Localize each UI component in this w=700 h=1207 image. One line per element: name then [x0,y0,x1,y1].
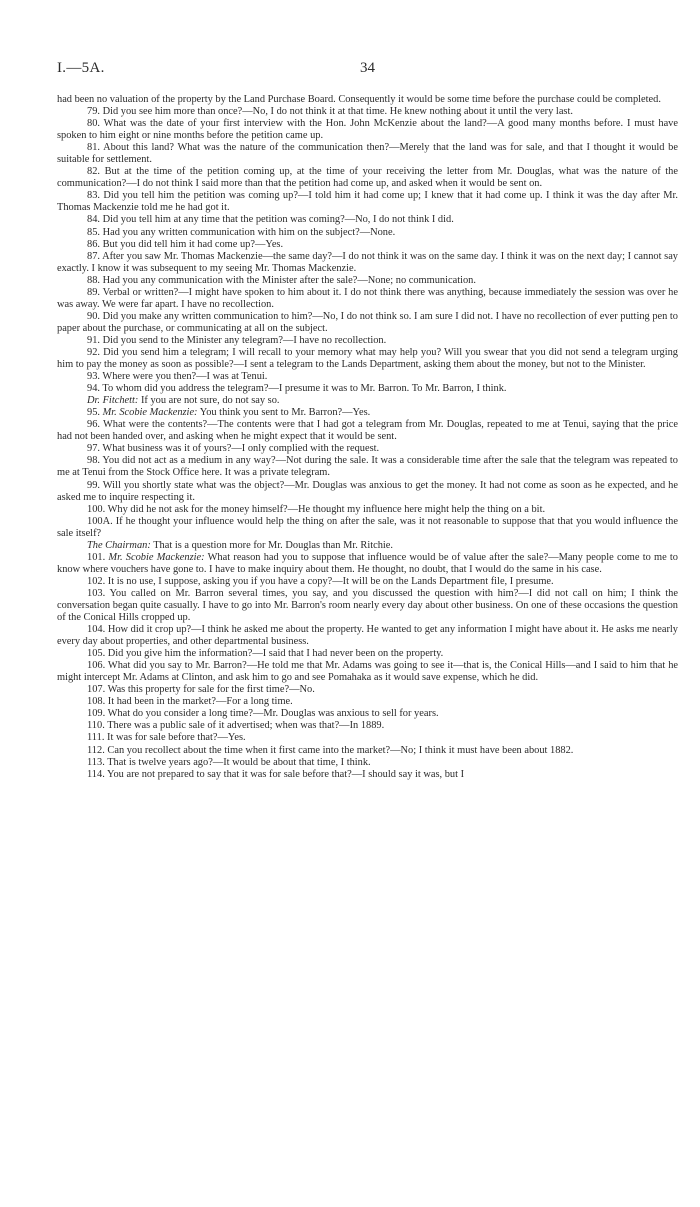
testimony-paragraph [57,588,678,624]
speaker-name: The Chairman: [87,539,151,551]
testimony-paragraph [57,335,678,347]
paragraph-text: 108. It had been in the market?—For a long time. [87,696,293,708]
testimony-paragraph [57,757,678,769]
paragraph-text: 89. Verbal or written?—I might have spoken to him about it. I do not think there was anything, because immediately the session was over he was away. We were far apart. I have no recollection. [57,286,678,310]
paragraph-text: 113. That is twelve years ago?—It would be about that time, I think. [87,756,371,768]
testimony-paragraph [57,516,678,540]
speaker-name: Dr. Fitchett: [87,395,139,407]
paragraph-text: 82. But at the time of the petition coming up, at the time of your receiving the letter from Mr. Douglas, what was the nature of the communication?—I do not think I said more than that the petition had come up, and asked when it would be sent on. [57,166,678,190]
testimony-paragraph [57,732,678,744]
paragraph-text: 102. It is no use, I suppose, asking you if you have a copy?—It will be on the Lands Department file, I presume. [87,575,554,587]
paragraph-text: 100A. If he thought your influence would help the thing on after the sale, was it not reasonable to suppose that that you would influence the sale itself? [57,515,678,539]
testimony-paragraph [57,684,678,696]
testimony-paragraph [57,407,678,419]
paragraph-text: That is a question more for Mr. Douglas than Mr. Ritchie. [150,539,394,551]
paragraph-text: 114. You are not prepared to say that it was for sale before that?—I should say it was, but I [87,768,465,780]
question-number: 95. [87,407,103,419]
testimony-paragraph [57,142,678,166]
testimony-paragraph [57,94,678,106]
testimony-paragraph [57,239,678,251]
testimony-paragraph [57,419,678,443]
testimony-text [57,94,678,781]
paragraph-text: had been no valuation of the property by the Land Purchase Board. Consequently it would be some time before the purchase could be completed. [57,94,661,105]
paragraph-text: 93. Where were you then?—I was at Tenui. [87,371,268,383]
paragraph-text: 90. Did you make any written communication to him?—No, I do not think so. I am sure I did not. I have no recollection of ever putting pen to paper about the purchase, or communicating at all on the subject. [57,310,678,334]
testimony-paragraph [57,552,678,576]
paragraph-text: 97. What business was it of yours?—I only complied with the request. [87,443,380,455]
paragraph-text: If you are not sure, do not say so. [138,395,280,407]
page-header [57,62,678,80]
testimony-paragraph [57,166,678,190]
question-number: 101. [87,551,109,563]
paragraph-text: 112. Can you recollect about the time when it first came into the market?—No; I think it must have been about 1882. [87,744,574,756]
paragraph-text: 104. How did it crop up?—I think he asked me about the property. He wanted to get any information I might have about it. He asks me nearly every day about properties, and other departmental business. [57,624,678,648]
testimony-paragraph [57,118,678,142]
testimony-paragraph [57,576,678,588]
testimony-paragraph [57,371,678,383]
paragraph-text: You think you sent to Mr. Barron?—Yes. [197,407,371,419]
paragraph-text: 105. Did you give him the information?—I said that I had never been on the property. [87,648,444,660]
paragraph-text: 84. Did you tell him at any time that the petition was coming?—No, I do not think I did. [87,214,454,226]
testimony-paragraph [57,287,678,311]
testimony-paragraph [57,720,678,732]
paragraph-text: 79. Did you see him more than once?—No, I do not think it at that time. He knew nothing about it until the very last. [87,106,573,118]
paragraph-text: 88. Had you any communication with the Minister after the sale?—None; no communication. [87,274,476,286]
paragraph-text: 80. What was the date of your first interview with the Hon. John McKenzie about the land?—A good many months before. I must have spoken to him eight or nine months before the petition came up. [57,118,678,142]
testimony-paragraph [57,480,678,504]
paragraph-text: 86. But you did tell him it had come up?—Yes. [87,238,284,250]
speaker-name: Mr. Scobie Mackenzie: [102,407,198,419]
paragraph-text: 111. It was for sale before that?—Yes. [87,732,246,744]
testimony-paragraph [57,347,678,371]
testimony-paragraph [57,540,678,552]
paragraph-text: 103. You called on Mr. Barron several times, you say, and you discussed the question with him?—I did not call on him; I think the conversation began quite casually. I have to go into Mr. Barron's room nearly every day about other business. On one of these occasions the question of the Conical Hills cropped up. [57,587,678,624]
paragraph-text: 98. You did not act as a medium in any way?—Not during the sale. It was a considerable time after the sale that the telegram was repeated to me at Tenui from the Stock Office here. It was a private telegram. [57,455,678,479]
speaker-name: Mr. Scobie Mackenzie: [108,551,205,563]
testimony-paragraph [57,275,678,287]
paragraph-text: 96. What were the contents?—The contents were that I had got a telegram from Mr. Douglas, repeated to me at Tenui, saying that the price had not been handed over, and asking when he might expect that it would be sent. [57,419,678,443]
paragraph-text: 87. After you saw Mr. Thomas Mackenzie—the same day?—I do not think it was on the same day. I think it was on the next day; I cannot say exactly. I know it was subsequent to my seeing Mr. Thomas Mackenzie. [57,250,678,274]
page-number: 34 [360,60,375,76]
testimony-paragraph [57,383,678,395]
testimony-paragraph [57,443,678,455]
testimony-paragraph [57,660,678,684]
testimony-paragraph [57,648,678,660]
document-reference: I.—5A. [57,60,105,76]
testimony-paragraph [57,106,678,118]
paragraph-text: 99. Will you shortly state what was the object?—Mr. Douglas was anxious to get the money. It had not come as soon as he expected, and he asked me to inquire respecting it. [57,479,678,503]
paragraph-text: What reason had you to suppose that influence would be of value after the sale?—Many people come to me to know where vouchers have gone to. I have to make inquiry about them. He thought, no doubt, that I would do the same in his case. [57,551,678,575]
paragraph-text: 109. What do you consider a long time?—Mr. Douglas was anxious to sell for years. [87,708,439,720]
testimony-paragraph [57,745,678,757]
paragraph-text: 91. Did you send to the Minister any telegram?—I have no recollection. [87,334,387,346]
testimony-paragraph [57,227,678,239]
paragraph-text: 83. Did you tell him the petition was coming up?—I told him it had come up; I knew that it had come up. I think it was the day after Mr. Thomas Mackenzie told me he had got it. [57,190,678,214]
testimony-paragraph [57,395,678,407]
testimony-paragraph [57,311,678,335]
testimony-paragraph [57,696,678,708]
paragraph-text: 92. Did you send him a telegram; I will recall to your memory what may help you? Will you swear that you did not send a telegram urging him to pay the money as soon as possible?—I sent a telegram to the Lands Department, asking them about the money, but not to the Minister. [57,346,678,371]
testimony-paragraph [57,251,678,275]
testimony-paragraph [57,214,678,226]
testimony-paragraph [57,504,678,516]
testimony-paragraph [57,190,678,214]
paragraph-text: 100. Why did he not ask for the money himself?—He thought my influence here might help the thing on a bit. [87,503,546,515]
paragraph-text: 107. Was this property for sale for the first time?—No. [87,684,315,696]
paragraph-text: 85. Had you any written communication with him on the subject?—None. [87,226,396,238]
testimony-paragraph [57,624,678,648]
paragraph-text: 110. There was a public sale of it advertised; when was that?—In 1889. [87,720,385,732]
paragraph-text: 81. About this land? What was the nature of the communication then?—Merely that the land was for sale, and that I thought it would be suitable for settlement. [57,142,678,166]
paragraph-text: 106. What did you say to Mr. Barron?—He told me that Mr. Adams was going to see it—that is, the Conical Hills—and I said to him that he might intercept Mr. Adams at Clinton, and ask him to go and see Pomahaka as it would save expense, which he did. [57,660,678,684]
testimony-paragraph [57,708,678,720]
paragraph-text: 94. To whom did you address the telegram?—I presume it was to Mr. Barron. To Mr. Barron, I think. [87,383,507,395]
testimony-paragraph [57,769,678,781]
testimony-paragraph [57,455,678,479]
